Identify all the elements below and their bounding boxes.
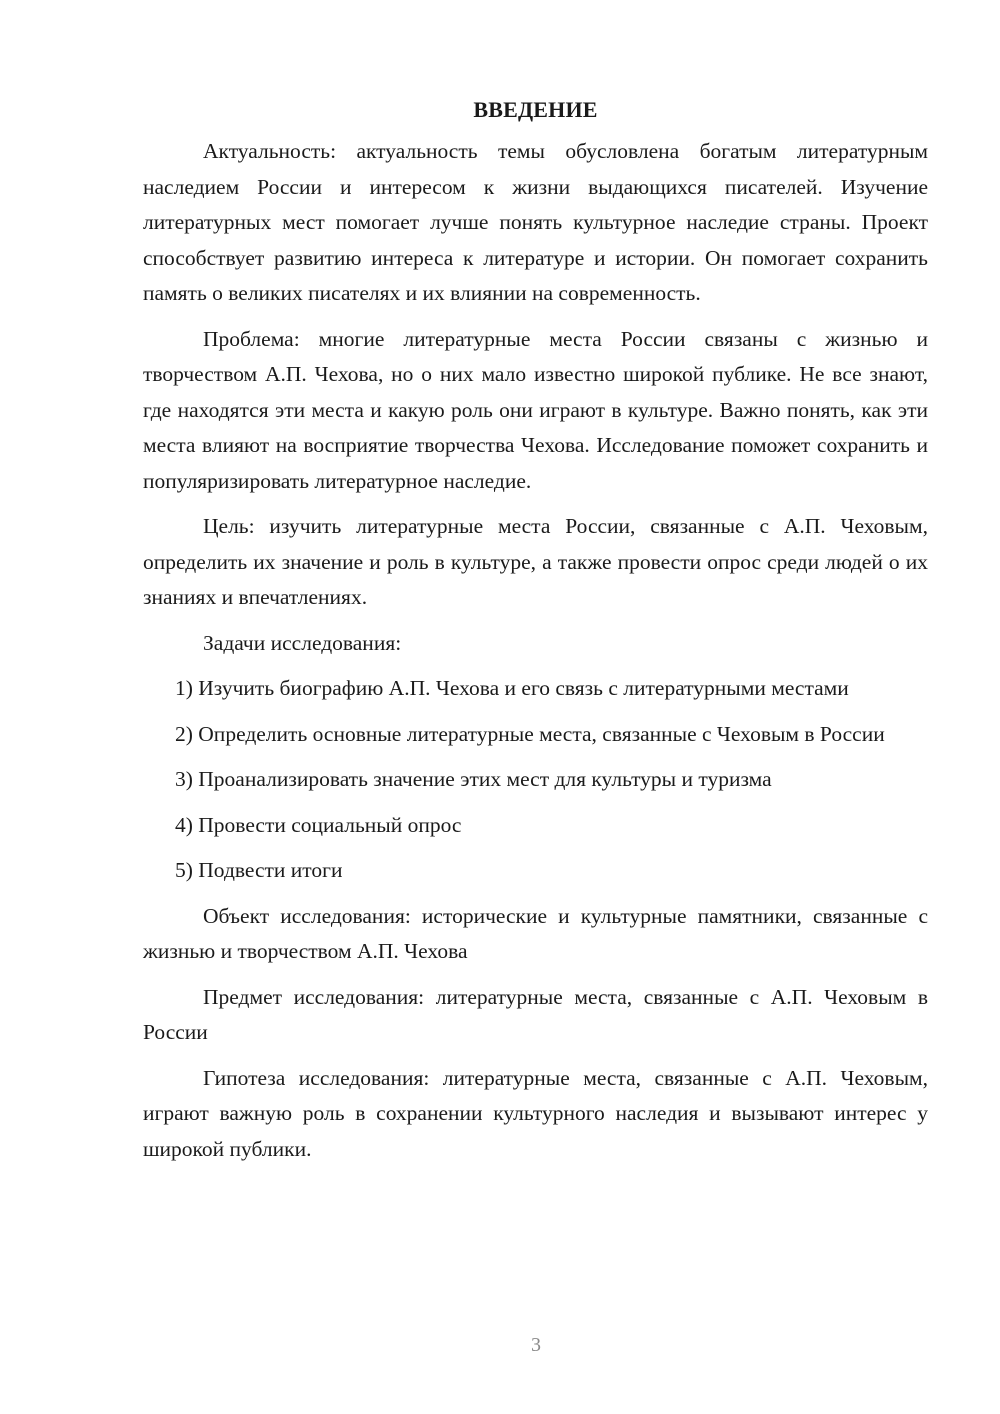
paragraph-subject: Предмет исследования: литературные места, связанные с А.П. Чеховым в России (143, 984, 928, 1044)
paragraph-problem: Проблема: многие литературные места России связаны с жизнью и творчеством А.П. Чехова, но о них мало известно широкой публике. Не все знают, где находятся эти места и какую роль они играют в культуре. Важно понять, как эти места влияют на восприятие творчества Чехова. Исследование поможет сохранить и популяризировать литературное наследие. (143, 326, 928, 493)
paragraph-object: Объект исследования: исторические и культурные памятники, связанные с жизнью и творчеством А.П. Чехова (143, 903, 928, 963)
document-page (143, 96, 928, 1177)
task-item: 5) Подвести итоги (175, 858, 343, 882)
task-item: 3) Проанализировать значение этих мест для культуры и туризма (175, 767, 772, 791)
task-item: 1) Изучить биографию А.П. Чехова и его связь с литературными местами (175, 676, 849, 700)
tasks-heading: Задачи исследования: (203, 630, 402, 655)
task-item: 4) Провести социальный опрос (175, 812, 462, 837)
paragraph-relevance: Актуальность: актуальность темы обусловлена богатым литературным наследием России и интересом к жизни выдающихся писателей. Изучение литературных мест помогает лучше понять культурное наследие страны. Проект способствует развитию интереса к литературе и истории. Он помогает сохранить память о великих писателях и их влиянии на современность. (143, 139, 928, 305)
paragraph-hypothesis: Гипотеза исследования: литературные места, связанные с А.П. Чеховым, играют важную роль в сохранении культурного наследия и вызывают интерес у широкой публики. (143, 1065, 928, 1161)
page-title: ВВЕДЕНИЕ (473, 97, 598, 122)
paragraph-goal: Цель: изучить литературные места России, связанные с А.П. Чеховым, определить их значение и роль в культуре, а также провести опрос среди людей о их знаниях и впечатлениях. (143, 514, 928, 609)
task-item: 2) Определить основные литературные места, связанные с Чеховым в России (175, 721, 885, 746)
page-number: 3 (531, 1334, 541, 1356)
